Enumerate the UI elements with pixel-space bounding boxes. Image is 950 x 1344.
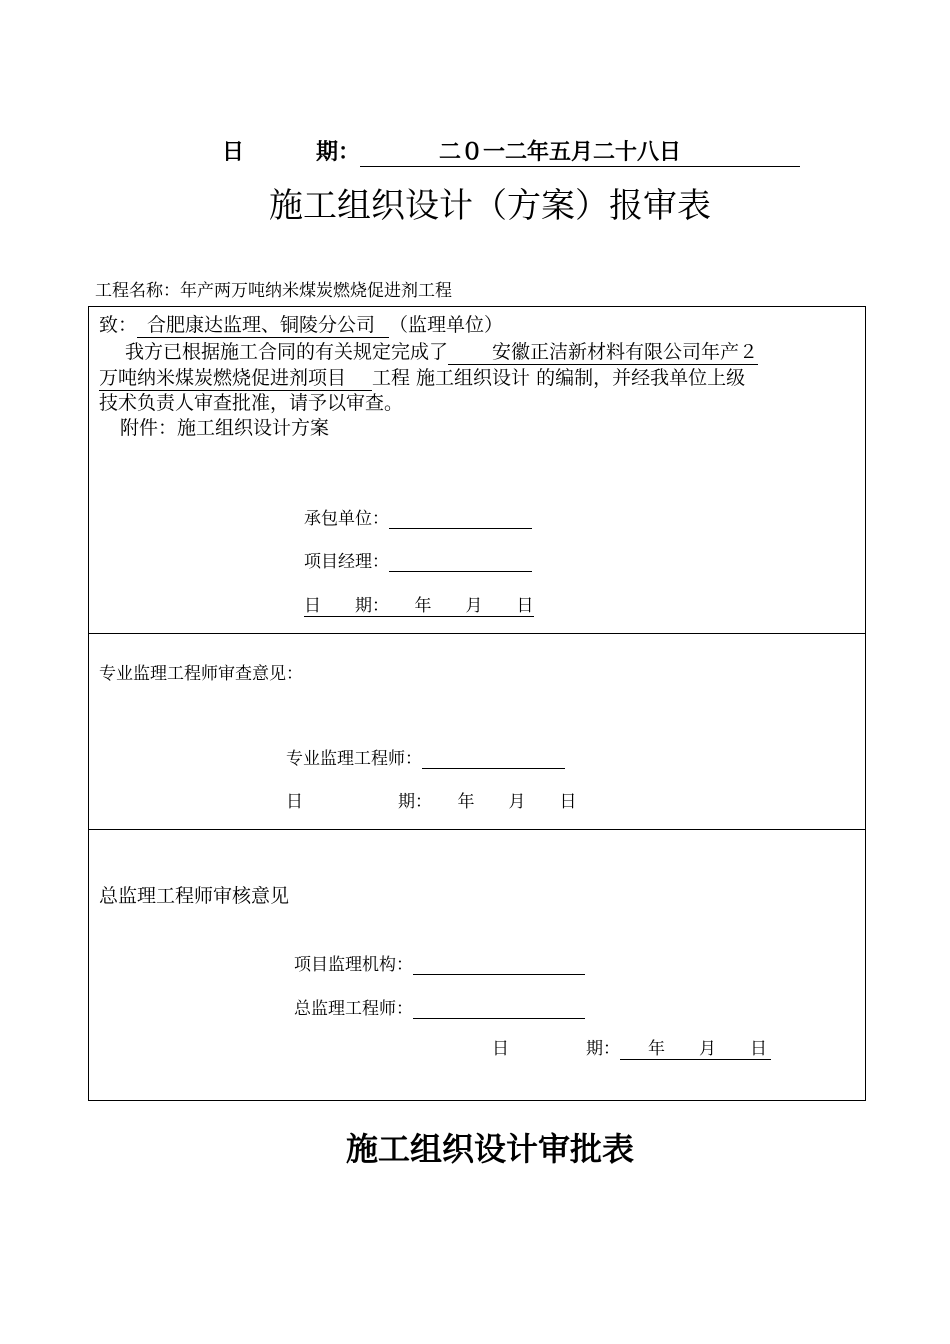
supervision-org-blank[interactable] — [413, 956, 585, 975]
form-title: 施工组织设计（方案）报审表 — [269, 186, 711, 226]
body-line-1 — [125, 337, 758, 365]
project-name: 工程名称：年产两万吨纳米煤炭燃烧促进剂工程 — [95, 281, 452, 301]
project-name-underlined-b: 万吨纳米煤炭燃烧促进剂项目 — [99, 363, 372, 391]
specialist-engineer-blank[interactable] — [422, 750, 565, 769]
specialist-engineer-field — [286, 744, 565, 769]
approval-form-title: 施工组织设计审批表 — [345, 1130, 634, 1168]
body-line-2 — [99, 363, 745, 391]
chief-engineer-label: 总监理工程师： — [294, 999, 413, 1019]
specialist-engineer-label: 专业监理工程师： — [286, 749, 422, 769]
addressee-line — [99, 310, 503, 338]
manager-blank[interactable] — [389, 553, 532, 572]
body-line-3: 技术负责人审查批准，请予以审查。 — [99, 392, 404, 414]
section3-date-day: 日 — [492, 1039, 509, 1059]
section3-date-value: 年 月 日 — [620, 1034, 771, 1060]
section2-date-label: 期： 年 月 日 — [398, 792, 577, 812]
project-name-underlined-a: 安徽正洁新材料有限公司年产２ — [448, 337, 758, 365]
report-date-value: 二０一二年五月二十八日 — [360, 135, 800, 167]
section1-date-label: 日 期： 年 月 日 — [304, 591, 534, 617]
contractor-blank[interactable] — [389, 510, 532, 529]
attachment-line: 附件：施工组织设计方案 — [120, 417, 330, 439]
contractor-label: 承包单位： — [304, 509, 389, 529]
row-divider-2 — [88, 829, 866, 830]
specialist-opinion-heading: 专业监理工程师审查意见： — [99, 664, 303, 684]
manager-label: 项目经理： — [304, 552, 389, 572]
section2-date-day: 日 — [286, 792, 303, 812]
body-text-1: 我方已根据施工合同的有关规定完成了 — [125, 341, 449, 363]
chief-opinion-heading: 总监理工程师审核意见 — [99, 885, 290, 907]
report-date-line — [222, 135, 800, 167]
supervision-org-field — [294, 950, 585, 975]
chief-engineer-field — [294, 994, 585, 1019]
manager-field — [304, 547, 532, 572]
chief-engineer-blank[interactable] — [413, 1000, 585, 1019]
row-divider-1 — [88, 633, 866, 634]
to-prefix: 致： — [99, 314, 138, 336]
date-label-period: 期： — [316, 139, 361, 165]
date-label-day: 日 — [222, 139, 245, 165]
supervision-unit: 合肥康达监理、铜陵分公司 — [137, 310, 389, 338]
contractor-field — [304, 504, 532, 529]
section3-date-field — [586, 1034, 771, 1060]
to-suffix: （监理单位） — [389, 314, 504, 336]
supervision-org-label: 项目监理机构： — [294, 955, 413, 975]
section3-date-label: 期： — [586, 1039, 620, 1059]
body-text-2: 工程 施工组织设计 的编制，并经我单位上级 — [372, 367, 746, 389]
section1-date-field — [304, 591, 534, 617]
